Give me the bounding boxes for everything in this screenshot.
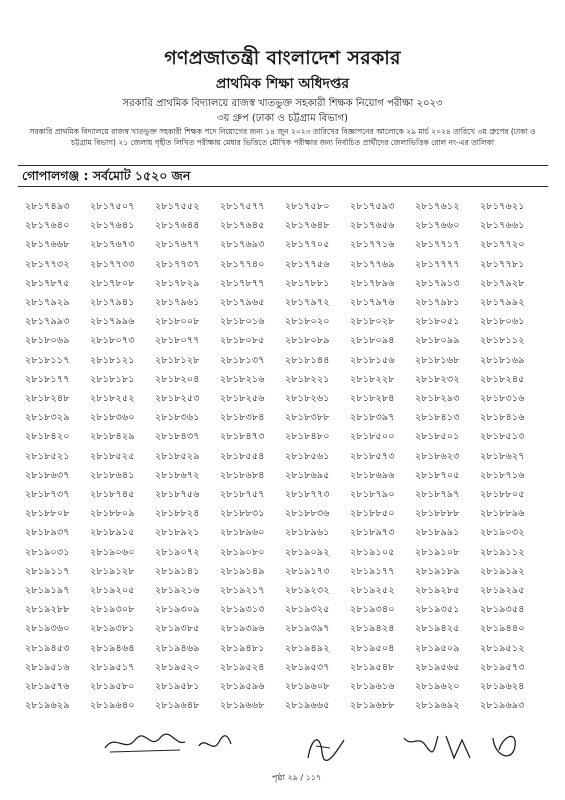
- roll-number-cell: ২৮১৯১৯২: [480, 565, 525, 577]
- roll-number-cell: ২৮১৯৬১৬: [350, 681, 395, 692]
- roll-number-cell: ২৮১৮৬৮৪: [220, 469, 265, 481]
- roll-number-cell: ২৮১৭৭১৬: [350, 239, 395, 251]
- roll-number-cell: ২৮১৭৫৮০: [285, 201, 330, 212]
- roll-number-cell: ২৮১৮১১২: [480, 335, 525, 347]
- roll-number-cell: ২৮১৭৬৪৫: [220, 220, 265, 232]
- roll-number-cell: ২৮১৮৩২৯: [25, 412, 70, 424]
- roll-number-cell: ২৮১৭৯৬১: [155, 297, 200, 308]
- roll-number-cell: ২৮১৯২৮৮: [25, 604, 70, 616]
- roll-number-cell: ২৮১৯৩৪০: [350, 604, 395, 616]
- roll-number-cell: ২৮১৭৬৫৬: [350, 220, 395, 232]
- roll-number-cell: ২৮১৯৩৫১: [415, 604, 460, 616]
- roll-number-cell: ২৮১৮২৫২: [90, 393, 135, 404]
- roll-number-cell: ২৮১৮৫৭৩: [350, 450, 395, 462]
- signature-3: [300, 728, 350, 768]
- roll-number-cell: ২৮১৮৬২৭: [480, 450, 525, 462]
- roll-number-cell: ২৮১৮১৮১: [90, 373, 135, 385]
- roll-number-cell: ২৮১৮০৫১: [415, 316, 460, 328]
- roll-number-cell: ২৮১৮০৯৪: [350, 335, 395, 347]
- roll-number-cell: ২৮১৯৪৬৪: [90, 642, 135, 654]
- roll-number-cell: ২৮১৯১২৮: [90, 565, 135, 577]
- group-title: ৩য় গ্রুপ (ঢাকা ও চট্টগ্রাম বিভাগ): [216, 113, 349, 124]
- roll-number-cell: ২৮১৭৬৯৩: [220, 239, 265, 251]
- roll-number-cell: ২৮১৮৬৩৭: [25, 469, 70, 481]
- roll-number-cell: ২৮১৯৬৪০: [90, 700, 135, 712]
- roll-number-cell: ২৮১৮৫১৩: [480, 431, 525, 443]
- roll-number-cell: ২৮১৮০০৮: [155, 316, 200, 328]
- roll-number-cell: ২৮১৯০৩২: [480, 527, 525, 539]
- roll-number-cell: ২৮১৮৬৪১: [90, 469, 135, 481]
- roll-number-cell: ২৮১৭৯৭৬: [350, 297, 395, 308]
- roll-number-cell: ২৮১৮৯৩৭: [25, 527, 70, 539]
- roll-number-cell: ২৮১৮০২৮: [350, 316, 395, 328]
- roll-number-cell: ২৮১৮২৩২: [415, 373, 460, 385]
- roll-number-cell: ২৮১৮২৪৮: [25, 393, 70, 404]
- roll-number-cell: ২৮১৯১৭৩: [285, 565, 330, 577]
- roll-number-cell: ২৮১৯৪৪০: [480, 623, 525, 635]
- roll-number-cell: ২৮১৮০১৬: [220, 316, 265, 328]
- roll-number-cell: ২৮১৮৭৯০: [350, 489, 395, 500]
- roll-number-cell: ২৮১৮২৬১: [285, 393, 330, 404]
- signature-2: [195, 728, 235, 758]
- roll-number-cell: ২৮১৮২২১: [285, 373, 330, 385]
- roll-number-cell: ২৮১৭৯৪১: [90, 297, 135, 308]
- roll-number-cell: ২৮১৮৭৪৫: [90, 489, 135, 500]
- roll-number-cell: ২৮১৮৮৯৬: [480, 508, 525, 520]
- roll-number-cell: ২৮১৮০৭৩: [90, 335, 135, 347]
- roll-number-cell: ২৮১৯৫৭৬: [25, 681, 70, 692]
- roll-number-cell: ২৮১৭৮২৯: [155, 277, 200, 289]
- roll-number-cell: ২৮১৯৩০৯: [155, 604, 200, 616]
- roll-number-cell: ২৮১৮৪৮০: [285, 431, 330, 443]
- roll-number-cell: ২৮১৮২৪৫: [480, 373, 525, 385]
- roll-number-cell: ২৮১৮০৮৫: [220, 335, 265, 347]
- roll-number-cell: ২৮১৯১৮৯: [415, 565, 460, 577]
- roll-number-cell: ২৮১৯১০৮: [415, 546, 460, 558]
- roll-number-cell: ২৮১৯১১৭: [25, 565, 70, 577]
- roll-number-cell: ২৮১৮২৫৬: [220, 393, 265, 404]
- roll-number-cell: ২৮১৭৯৯৬: [90, 316, 135, 328]
- roll-number-cell: ২৮১৭৭২০: [480, 239, 525, 251]
- roll-number-cell: ২৮১৯৬২০: [415, 681, 460, 692]
- roll-number-cell: ২৮১৯২১৭: [220, 585, 265, 596]
- roll-number-cell: ২৮১৮৭৩৭: [25, 489, 70, 500]
- roll-number-cell: ২৮১৯১৪১: [155, 565, 200, 577]
- roll-number-cell: ২৮১৮১১৭: [25, 354, 70, 366]
- roll-number-cell: ২৮১৭৫৭৭: [220, 201, 265, 212]
- roll-number-cell: ২৮১৮২৫৩: [155, 393, 200, 404]
- roll-number-cell: ২৮১৮৪৭৩: [220, 431, 265, 443]
- roll-number-cell: ২৮১৮৪১৬: [480, 412, 525, 424]
- roll-number-cell: ২৮১৭৭৭৭: [415, 258, 460, 270]
- roll-number-cell: ২৮১৮১৬৯: [480, 354, 525, 366]
- roll-number-cell: ২৮১৭৮৯৬: [350, 277, 395, 289]
- roll-number-cell: ২৮১৮৬৯৫: [285, 469, 330, 481]
- roll-number-cell: ২৮১৯১১২: [480, 546, 525, 558]
- signature-1: [100, 728, 190, 758]
- roll-number-cell: ২৮১৭৯৭২: [285, 297, 330, 308]
- roll-number-cell: ২৮১৮৭৫৭: [220, 489, 265, 500]
- roll-number-cell: ২৮১৮৫৬১: [285, 450, 330, 462]
- roll-number-cell: ২৮১৮৪৩৭: [155, 431, 200, 443]
- roll-number-cell: ২৮১৮০৭৭: [155, 335, 200, 347]
- roll-number-cell: ২৮১৭৯২৮: [480, 277, 525, 289]
- roll-number-cell: ২৮১৭৭৩৩: [90, 258, 135, 270]
- roll-number-cell: ২৮১৭৫৯৩: [350, 201, 395, 212]
- roll-number-cell: ২৮১৭৯৯২: [480, 297, 525, 308]
- roll-number-cell: ২৮১৮৬২৩: [415, 450, 460, 462]
- roll-number-cell: ২৮১৮৪২৯: [90, 431, 135, 443]
- roll-number-cell: ২৮১৯৬৮৮: [350, 700, 395, 712]
- roll-number-cell: ২৮১৭৬৬৮: [25, 239, 70, 251]
- roll-number-cell: ২৮১৯৬০৮: [285, 681, 330, 692]
- roll-number-cell: ২৮১৭৬৬০: [415, 220, 460, 232]
- roll-number-cell: ২৮১৭৪৯৩: [25, 201, 70, 212]
- roll-number-cell: ২৮১৭৯৮১: [415, 297, 460, 308]
- roll-number-cell: ২৮১৭৯৯৩: [25, 316, 70, 328]
- roll-number-cell: ২৮১৮৪২০: [25, 431, 70, 443]
- divider-bottom: [18, 186, 548, 187]
- roll-number-cell: ২৮১৭৭১৭: [415, 239, 460, 251]
- roll-number-cell: ২৮১৮৮৫০: [350, 508, 395, 520]
- roll-number-cell: ২৮১৮৩১৬: [480, 393, 525, 404]
- roll-number-cell: ২৮১৭৬৪১: [90, 220, 135, 232]
- roll-number-cell: ২৮১৯৬৯২: [415, 700, 460, 712]
- roll-number-cell: ২৮১৮০৮৯: [285, 335, 330, 347]
- roll-number-cell: ২৮১৮১৫৬: [350, 354, 395, 366]
- roll-number-cell: ২৮১৭৭০৫: [285, 239, 330, 251]
- roll-number-cell: ২৮১৯১৪৯: [220, 565, 265, 577]
- roll-number-cell: ২৮১৮৬৭২: [155, 469, 200, 481]
- roll-number-cell: ২৮১৯৫৪৮: [350, 661, 395, 673]
- roll-number-cell: ২৮১৯০৩১: [25, 546, 70, 558]
- roll-number-cell: ২৮১৮২৯৩: [415, 393, 460, 404]
- roll-number-cell: ২৮১৮৫০০: [350, 431, 395, 443]
- roll-number-cell: ২৮১৯৬৬৮: [220, 700, 265, 712]
- signature-4: [400, 728, 440, 758]
- roll-number-cell: ২৮১৮১৩৭: [220, 354, 265, 366]
- roll-number-cell: ২৮১৯৩৬০: [25, 623, 70, 635]
- roll-number-cell: ২৮১৯৬৬৫: [285, 700, 330, 712]
- roll-number-cell: ২৮১৮৭৭৩: [285, 489, 330, 500]
- roll-number-cell: ২৮১৮৭১৬: [480, 469, 525, 481]
- roll-number-cell: ২৮১৭৮০৮: [90, 277, 135, 289]
- roll-number-cell: ২৮১৯৪৯২: [285, 642, 330, 654]
- roll-number-cell: ২৮১৯০৬০: [90, 546, 135, 558]
- roll-number-cell: ২৮১৯১৭৭: [350, 565, 395, 577]
- roll-number-cell: ২৮১৭৫৫২: [155, 201, 200, 212]
- roll-number-cell: ২৮১৮২২৮: [350, 373, 395, 385]
- roll-number-cell: ২৮১৯২৩২: [285, 585, 330, 596]
- roll-number-cell: ২৮১৯৬২৯: [25, 700, 70, 712]
- roll-number-cell: ২৮১৯১৯৭: [25, 585, 70, 596]
- department-title: প্রাথমিক শিক্ষা অধিদপ্তর: [215, 76, 350, 92]
- roll-number-cell: ২৮১৮৭৫৬: [155, 489, 200, 500]
- roll-number-cell: ২৮১৯৩৫৪: [480, 604, 525, 616]
- signature-6: [485, 728, 525, 768]
- roll-number-cell: ২৮১৯৬৯৩: [480, 700, 525, 712]
- roll-number-cell: ২৮১৮২১৬: [220, 373, 265, 385]
- roll-number-cell: ২৮১৯০৮০: [220, 546, 265, 558]
- roll-number-cell: ২৮১৭৮৮১: [285, 277, 330, 289]
- roll-number-cell: ২৮১৯৫০৯: [415, 642, 460, 654]
- roll-number-cell: ২৮১৯৫৮১: [155, 681, 200, 692]
- roll-number-cell: ২৮১৯২৫২: [350, 585, 395, 596]
- roll-number-cell: ২৮১৯২১৬: [155, 585, 200, 596]
- roll-number-cell: ২৮১৮২০৪: [155, 373, 200, 385]
- roll-number-cell: ২৮১৭৬৪০: [25, 220, 70, 232]
- roll-number-cell: ২৮১৯৫১২: [480, 642, 525, 654]
- roll-number-cell: ২৮১৮৩৮৪: [220, 412, 265, 424]
- roll-number-cell: ২৮১৯৩৮১: [90, 623, 135, 635]
- roll-number-cell: ২৮১৮২৮৪: [350, 393, 395, 404]
- roll-number-cell: ২৮১৯৬৪৮: [155, 700, 200, 712]
- roll-number-cell: ২৮১৮৭০৫: [415, 469, 460, 481]
- roll-number-cell: ২৮১৭৭৩২: [25, 258, 70, 270]
- roll-number-cell: ২৮১৭৯২৯: [25, 297, 70, 308]
- roll-number-table: [0, 200, 565, 720]
- roll-number-cell: ২৮১৯২০৫: [90, 585, 135, 596]
- roll-number-cell: ২৮১৮৪১৩: [415, 412, 460, 424]
- roll-number-cell: ২৮১৯৪৬৯: [155, 642, 200, 654]
- roll-number-cell: ২৮১৮৩৬১: [155, 412, 200, 424]
- roll-number-cell: ২৮১৭৬৪৮: [285, 220, 330, 232]
- roll-number-cell: ২৮১৮৩৬০: [90, 412, 135, 424]
- roll-number-cell: ২৮১৯৫২০: [155, 661, 200, 673]
- roll-number-cell: ২৮১৮০৯৯: [415, 335, 460, 347]
- roll-number-cell: ২৮১৮৯৭৩: [350, 527, 395, 539]
- roll-number-cell: ২৮১৮৯১৫: [90, 527, 135, 539]
- roll-number-cell: ২৮১৮৫২১: [25, 450, 70, 462]
- roll-number-cell: ২৮১৮৯২১: [155, 527, 200, 539]
- roll-number-cell: ২৮১৭৭৬৯: [350, 258, 395, 270]
- roll-number-cell: ২৮১৯৩৯৬: [220, 623, 265, 635]
- roll-number-cell: ২৮১৯৫৮০: [90, 681, 135, 692]
- district-heading: গোপালগঞ্জ : সর্বমোট ১৫২০ জন: [22, 168, 191, 183]
- roll-number-cell: ২৮১৭৫০৭: [90, 201, 135, 212]
- roll-number-cell: ২৮১৮০৬৯: [25, 335, 70, 347]
- roll-number-cell: ২৮১৭৬৬১: [480, 220, 525, 232]
- roll-number-cell: ২৮১৮৭৯৭: [415, 489, 460, 500]
- roll-number-cell: ২৮১৮১৬৮: [415, 354, 460, 366]
- roll-number-cell: ২৮১৮৫২৯: [155, 450, 200, 462]
- roll-number-cell: ২৮১৭৬২১: [480, 201, 525, 212]
- roll-number-cell: ২৮১৯৪৮১: [220, 642, 265, 654]
- roll-number-cell: ২৮১৮৮৮৮: [415, 508, 460, 520]
- roll-number-cell: ২৮১৯৫১৬: [25, 661, 70, 673]
- roll-number-cell: ২৮১৯৫৩৭: [285, 661, 330, 673]
- divider-top: [18, 165, 548, 166]
- roll-number-cell: ২৮১৮৯৬০: [220, 527, 265, 539]
- roll-number-cell: ২৮১৮৮৩১: [220, 508, 265, 520]
- exam-title: সরকারি প্রাথমিক বিদ্যালয়ে রাজস্ব খাতভুক্ত সহকারী শিক্ষক নিয়োগ পরীক্ষা ২০২৩: [122, 98, 443, 109]
- roll-number-cell: ২৮১৮০২০: [285, 316, 330, 328]
- roll-number-cell: ২৮১৮৯৯১: [415, 527, 460, 539]
- roll-number-cell: ২৮১৮৫৫৪: [220, 450, 265, 462]
- page-number: পৃষ্ঠা ২৯ / ১১৭: [272, 773, 322, 782]
- roll-number-cell: ২৮১৯২৮৫: [415, 585, 460, 596]
- roll-number-cell: ২৮১৭৬৭৭: [155, 239, 200, 251]
- roll-number-cell: ২৮১৯৩৮৫: [155, 623, 200, 635]
- roll-number-cell: ২৮১৮১২৮: [155, 354, 200, 366]
- roll-number-cell: ২৮১৮১২১: [90, 354, 135, 366]
- roll-number-cell: ২৮১৮৩৯৭: [350, 412, 395, 424]
- roll-number-cell: ২৮১৯৫২৪: [220, 661, 265, 673]
- roll-number-cell: ২৮১৮৮০৮: [25, 508, 70, 520]
- roll-number-cell: ২৮১৯৫৯৬: [220, 681, 265, 692]
- roll-number-cell: ২৮১৯৩১৩: [220, 604, 265, 616]
- roll-number-cell: ২৮১৮৮৩৬: [285, 508, 330, 520]
- signature-5: [440, 728, 480, 768]
- roll-number-cell: ২৮১৯৩২৫: [285, 604, 330, 616]
- roll-number-cell: ২৮১৯৫৬৫: [415, 661, 460, 673]
- roll-number-cell: ২৮১৮৯৬১: [285, 527, 330, 539]
- roll-number-cell: ২৮১৭৬৪৪: [155, 220, 200, 232]
- roll-number-cell: ২৮১৭৬১২: [415, 201, 460, 212]
- roll-number-cell: ২৮১৮১৭৭: [25, 373, 70, 385]
- roll-number-cell: ২৮১৮০৬১: [480, 316, 525, 328]
- roll-number-cell: ২৮১৯৪২৪: [350, 623, 395, 635]
- government-title: গণপ্রজাতন্ত্রী বাংলাদেশ সরকার: [164, 47, 401, 69]
- roll-number-cell: ২৮১৮৫২৫: [90, 450, 135, 462]
- roll-number-cell: ২৮১৮৮০৯: [90, 508, 135, 520]
- roll-number-cell: ২৮১৮৫০১: [415, 431, 460, 443]
- roll-number-cell: ২৮১৯১০৫: [350, 546, 395, 558]
- notice-text: সরকারি প্রাথমিক বিদ্যালয়ে রাজস্ব খাতভুক্ত সহকারী শিক্ষক পদে নিয়োগের জন্য ১৪ জুন ২০২৩ তারিখের বিজ্ঞাপনের আলোকে ২৯ মার্চ ২০২৪ তারিখে ৩য় গ্রুপের (ঢাকা ও চট্টগ্রাম বিভাগ) ২১ জেলায় গৃহীত লিখিত পরীক্ষায় মেধার ভিত্তিতে মৌখিক পরীক্ষার জন্য নির্বাচিত প্রার্থীদের জেলাভিত্তিক রোল নং-এর তালিকা: [29, 127, 536, 147]
- roll-number-cell: ২৮১৮৬৯৬: [350, 469, 395, 481]
- roll-number-cell: ২৮১৯৫০৪: [350, 642, 395, 654]
- roll-number-cell: ২৮১৯২৯৫: [480, 585, 525, 596]
- roll-number-cell: ২৮১৯৪৫৩: [25, 642, 70, 654]
- roll-number-cell: ২৮১৭৭৮১: [480, 258, 525, 270]
- roll-number-cell: ২৮১৯৬২৪: [480, 681, 525, 692]
- roll-number-cell: ২৮১৮১৪৪: [285, 354, 330, 366]
- roll-number-cell: ২৮১৯৩৯৭: [285, 623, 330, 635]
- roll-number-cell: ২৮১৮৩৮৮: [285, 412, 330, 424]
- roll-number-cell: ২৮১৭৭৩৭: [155, 258, 200, 270]
- roll-number-cell: ২৮১৭৭৫৬: [285, 258, 330, 270]
- roll-number-cell: ২৮১৭৯৬৫: [220, 297, 265, 308]
- roll-number-cell: ২৮১৯৩০৮: [90, 604, 135, 616]
- roll-number-cell: ২৮১৯৫১৭: [90, 661, 135, 673]
- roll-number-cell: ২৮১৭৮৭৭: [220, 277, 265, 289]
- roll-number-cell: ২৮১৯৪২৫: [415, 623, 460, 635]
- roll-number-cell: ২৮১৯০৭২: [155, 546, 200, 558]
- roll-number-cell: ২৮১৮৮০৫: [480, 489, 525, 500]
- roll-number-cell: ২৮১৮৮২৪: [155, 508, 200, 520]
- roll-number-cell: ২৮১৭৯১৩: [415, 277, 460, 289]
- roll-number-cell: ২৮১৯০৯২: [285, 546, 330, 558]
- roll-number-cell: ২৮১৭৬৭৩: [90, 239, 135, 251]
- roll-number-cell: ২৮১৭৭৪০: [220, 258, 265, 270]
- roll-number-cell: ২৮১৯৫৭৩: [480, 661, 525, 673]
- roll-number-cell: ২৮১৭৮৭৫: [25, 277, 70, 289]
